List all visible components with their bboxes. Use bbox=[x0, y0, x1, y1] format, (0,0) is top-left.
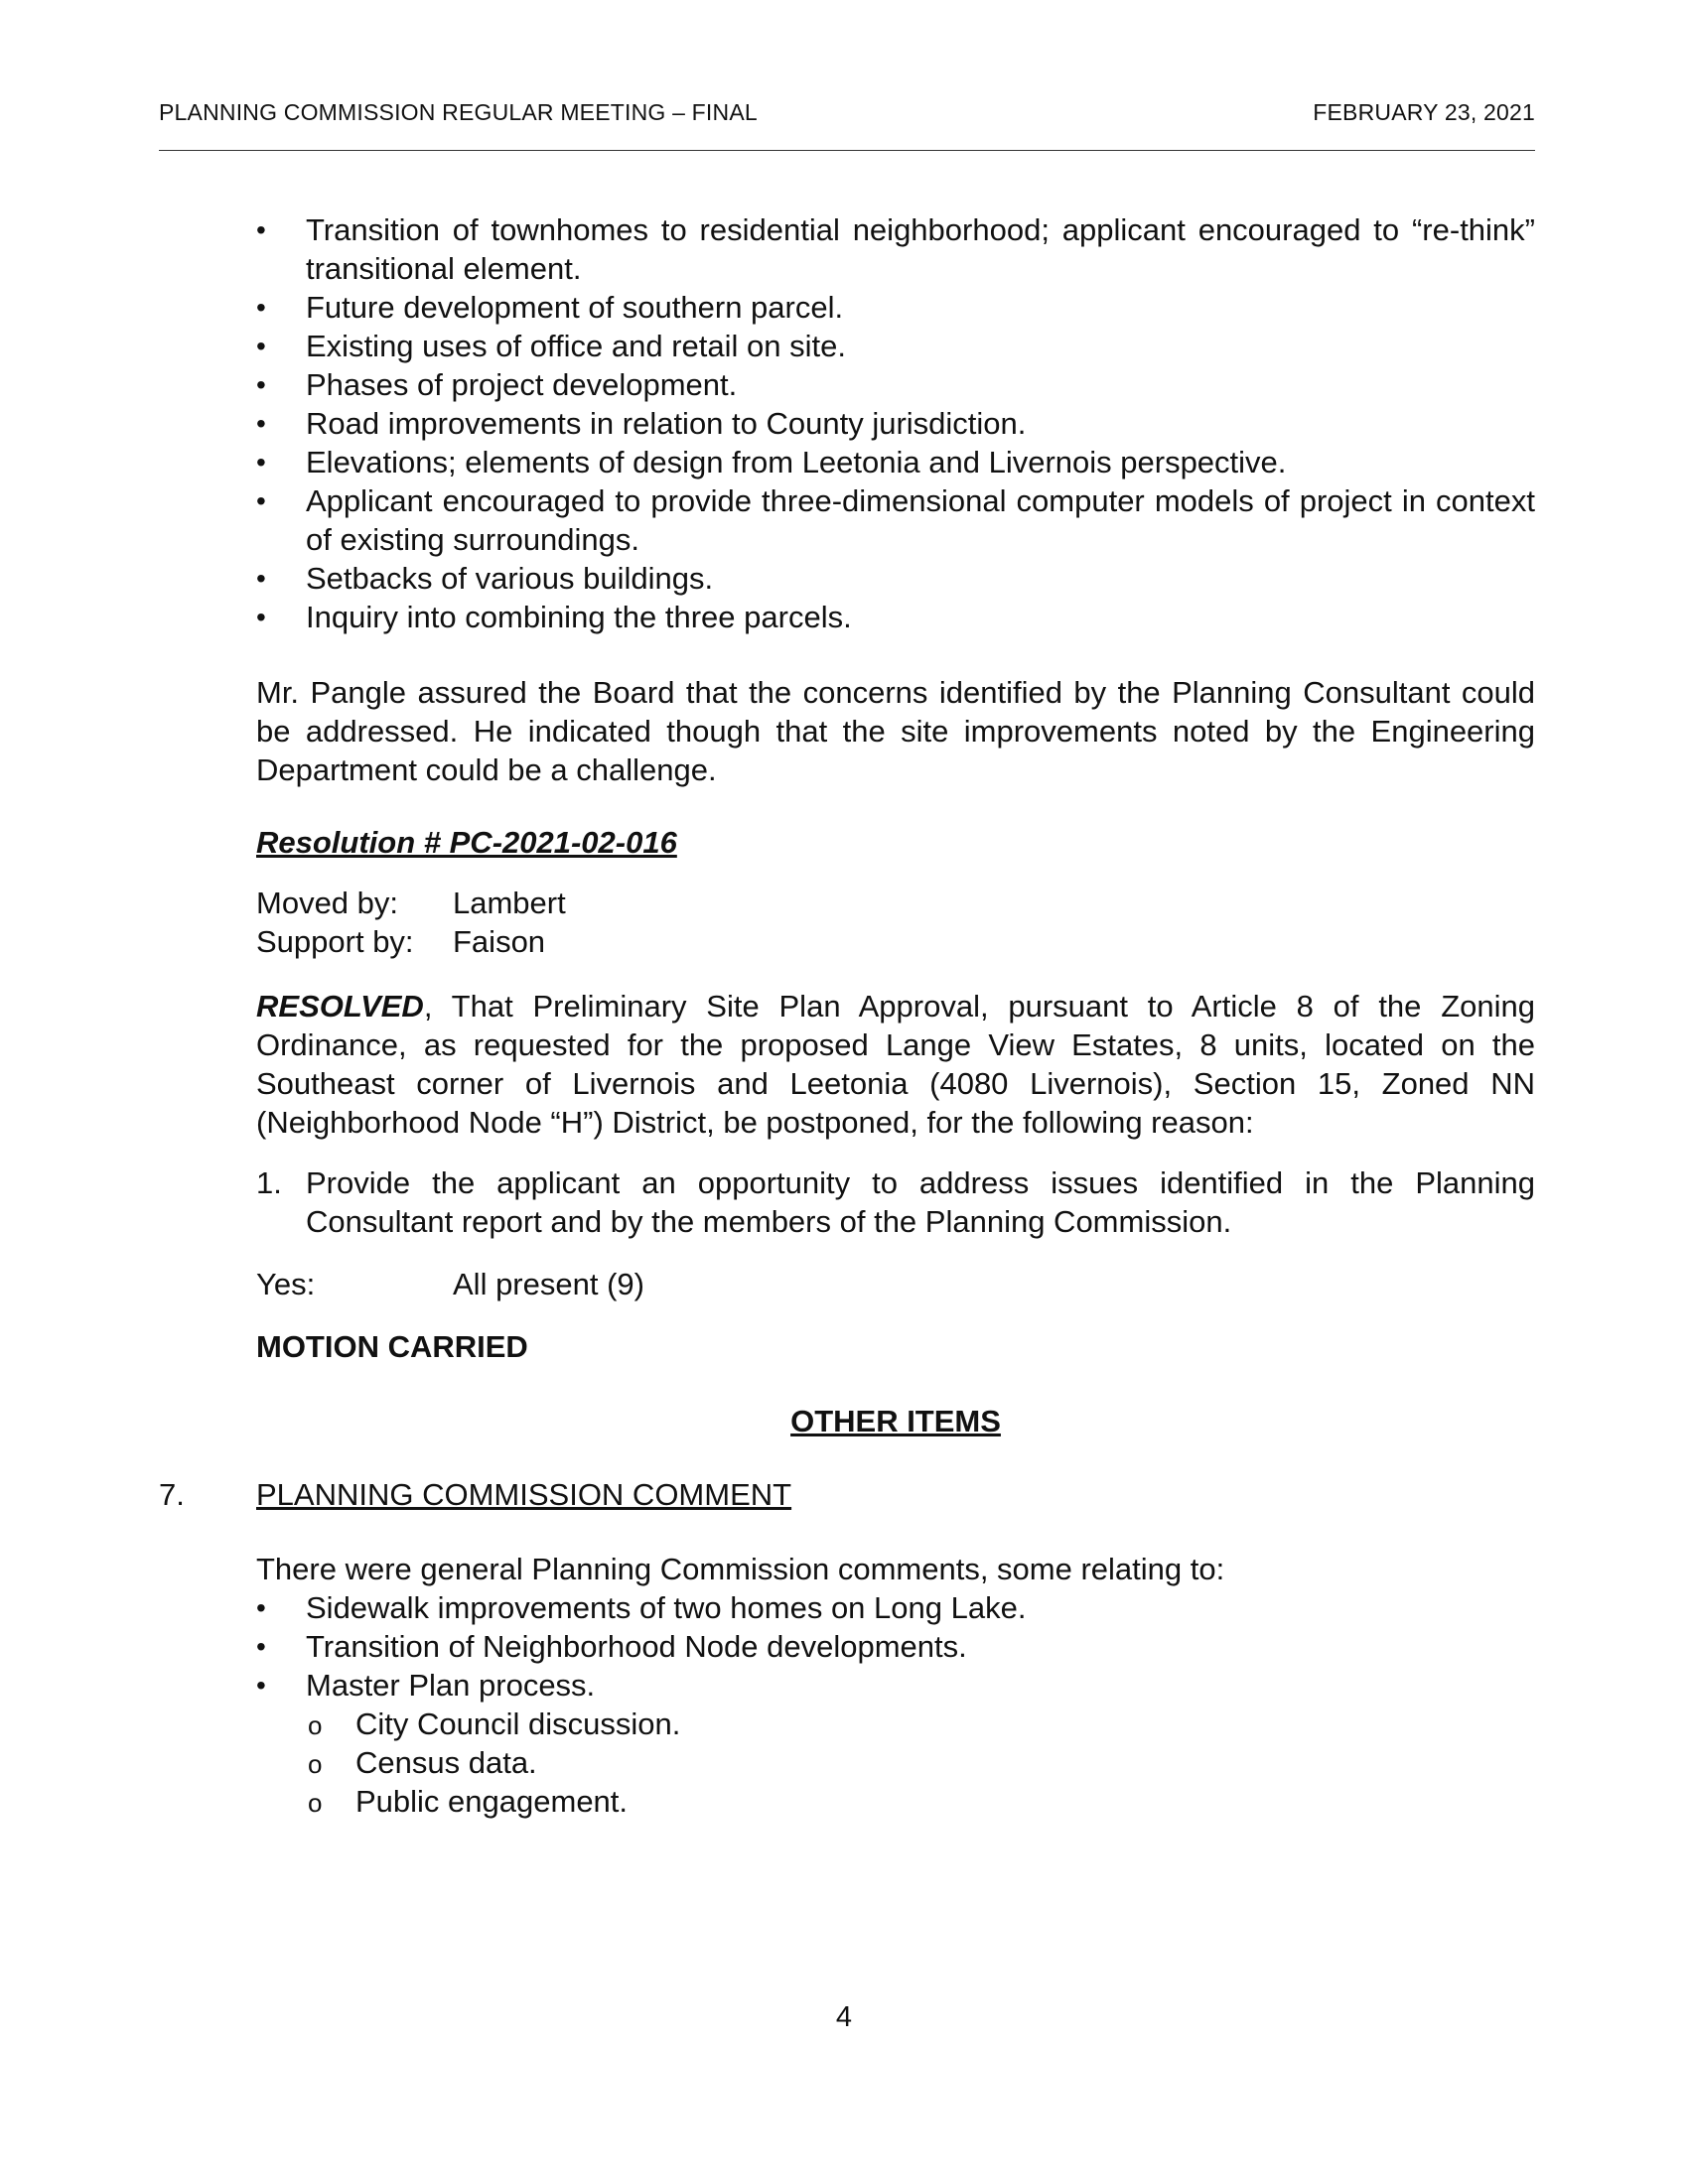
support-by-label: Support by: bbox=[256, 924, 414, 959]
list-item: • Elevations; elements of design from Leetonia and Livernois perspective. bbox=[256, 443, 1535, 481]
header-date: FEBRUARY 23, 2021 bbox=[1313, 99, 1535, 125]
list-item: o Public engagement. bbox=[306, 1782, 1535, 1821]
list-item: • Future development of southern parcel. bbox=[256, 288, 1535, 327]
section-title: PLANNING COMMISSION COMMENT bbox=[256, 1477, 792, 1512]
comments-bullet-list bbox=[256, 1588, 1535, 1821]
comments-intro: There were general Planning Commission comments, some relating to: bbox=[256, 1552, 1225, 1586]
section-number: 7. bbox=[159, 1477, 185, 1512]
resolution-title: Resolution # PC-2021-02-016 bbox=[256, 825, 677, 860]
list-item: • Sidewalk improvements of two homes on Long Lake. bbox=[256, 1588, 1535, 1627]
discussion-bullet-list bbox=[256, 210, 1535, 636]
list-item: • Transition of townhomes to residential neighborhood; applicant encouraged to “re-think” transitional element. bbox=[256, 210, 1535, 288]
list-item bbox=[256, 1666, 1535, 1821]
master-plan-sub-list bbox=[306, 1705, 1535, 1821]
moved-by-label: Moved by: bbox=[256, 886, 399, 920]
list-item: o Census data. bbox=[306, 1743, 1535, 1782]
list-item: • Inquiry into combining the three parcels. bbox=[256, 598, 1535, 636]
header-divider bbox=[159, 150, 1535, 151]
other-items-heading: OTHER ITEMS bbox=[790, 1404, 1001, 1438]
vote-label: Yes: bbox=[256, 1267, 316, 1301]
header-title: PLANNING COMMISSION REGULAR MEETING – FINAL bbox=[159, 99, 758, 125]
list-item bbox=[256, 1163, 1535, 1241]
list-item: • Existing uses of office and retail on site. bbox=[256, 327, 1535, 365]
page-header bbox=[159, 99, 1535, 126]
moved-by-row bbox=[256, 884, 1535, 922]
reason-text: Provide the applicant an opportunity to address issues identified in the Planning Consultant report and by the members of the Planning Commission. bbox=[306, 1165, 1535, 1239]
list-item: • Phases of project development. bbox=[256, 365, 1535, 404]
pangle-paragraph: Mr. Pangle assured the Board that the concerns identified by the Planning Consultant could be addressed. He indicated though that the site improvements noted by the Engineering Department could be a challenge. bbox=[256, 675, 1535, 787]
motion-status: MOTION CARRIED bbox=[256, 1329, 528, 1364]
resolved-text: , That Preliminary Site Plan Approval, pursuant to Article 8 of the Zoning Ordinance, as requested for the proposed Lange View Estates, 8 units, located on the Southeast corner of Livernois and Leetonia (4080 Livernois), Section 15, Zoned NN (Neighborhood Node “H”) District, be postponed, for the following reason: bbox=[256, 989, 1535, 1140]
page-content bbox=[159, 210, 1535, 1821]
vote-row bbox=[256, 1265, 1535, 1303]
list-item-label: Master Plan process. bbox=[306, 1668, 596, 1703]
list-item: • Transition of Neighborhood Node developments. bbox=[256, 1627, 1535, 1666]
support-by-row bbox=[256, 922, 1535, 961]
moved-by-value: Lambert bbox=[453, 886, 566, 920]
list-item: o City Council discussion. bbox=[306, 1705, 1535, 1743]
list-item: • Setbacks of various buildings. bbox=[256, 559, 1535, 598]
support-by-value: Faison bbox=[453, 924, 546, 959]
section-7-heading bbox=[159, 1475, 1535, 1514]
page-number: 4 bbox=[835, 2001, 853, 2033]
reasons-list bbox=[256, 1163, 1535, 1241]
list-item: • Applicant encouraged to provide three-dimensional computer models of project in context of existing surroundings. bbox=[256, 481, 1535, 559]
resolved-paragraph bbox=[256, 987, 1535, 1142]
resolved-word: RESOLVED bbox=[256, 989, 424, 1024]
list-item: • Road improvements in relation to County jurisdiction. bbox=[256, 404, 1535, 443]
reason-number: 1. bbox=[256, 1165, 282, 1200]
vote-value: All present (9) bbox=[453, 1267, 644, 1301]
